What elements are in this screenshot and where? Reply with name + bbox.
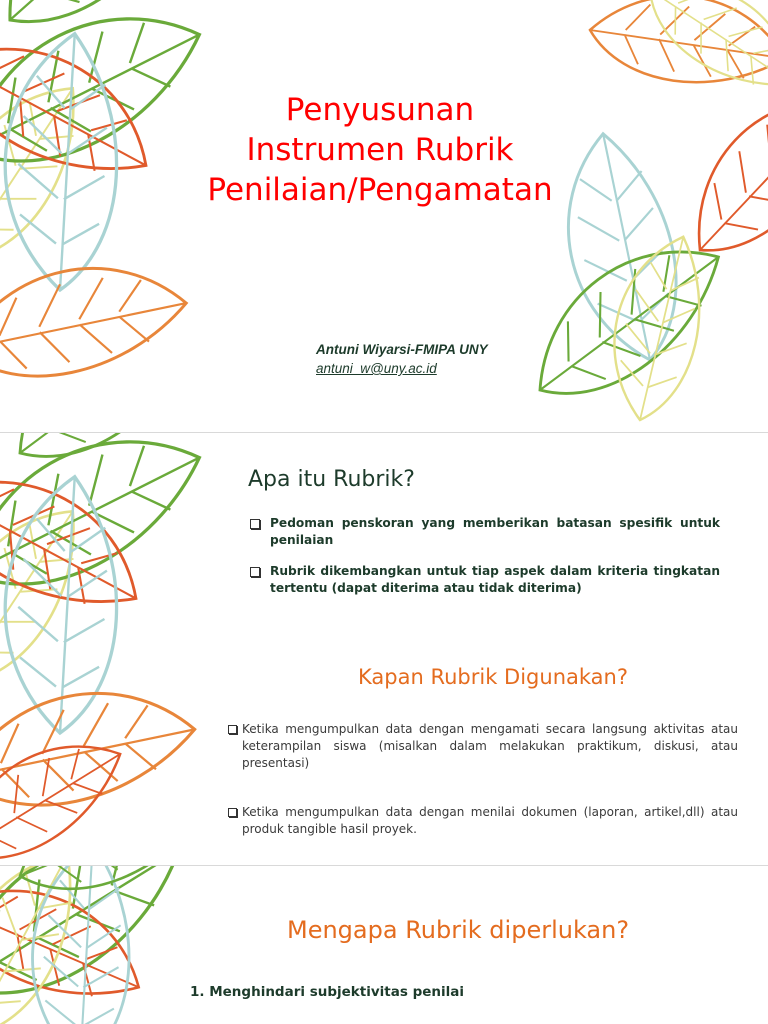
title-line: Penyusunan: [285, 92, 475, 128]
leaf-decoration-left: [0, 866, 768, 1024]
list-item: [248, 563, 720, 597]
author-name: Antuni Wiyarsi-FMIPA UNY: [316, 342, 488, 357]
list-item: [248, 515, 720, 549]
reasons-slide: [0, 866, 768, 1024]
list-item: [228, 804, 738, 838]
section-heading: Mengapa Rubrik diperlukan?: [287, 916, 630, 944]
list-item: [228, 721, 738, 772]
checkbox-square-icon: [228, 725, 237, 734]
section-heading: Apa itu Rubrik?: [248, 467, 415, 492]
checkbox-square-icon: [250, 567, 260, 577]
usage-list: [228, 721, 738, 838]
list-item-text: Pedoman penskoran yang memberikan batasan spesifik untuk penilaian: [270, 516, 720, 547]
list-item-text: Rubrik dikembangkan untuk tiap aspek dalam kriteria tingkatan tertentu (dapat diterima atau tidak diterima): [270, 564, 720, 595]
title-line: Instrumen Rubrik: [246, 132, 514, 168]
list-item-text: Ketika mengumpulkan data dengan mengamati secara langsung aktivitas atau keterampilan siswa (misalkan dalam melakukan praktikum, diskusi, atau presentasi): [242, 722, 738, 770]
list-item-text: Ketika mengumpulkan data dengan menilai dokumen (laporan, artikel,dll) atau produk tangible hasil proyek.: [242, 805, 738, 836]
section-heading: Kapan Rubrik Digunakan?: [358, 665, 628, 689]
checkbox-square-icon: [228, 808, 237, 817]
definition-list: [248, 515, 720, 611]
presentation-title: [170, 90, 590, 210]
definition-slide: [0, 433, 768, 865]
title-slide: [0, 0, 768, 432]
checkbox-square-icon: [250, 519, 260, 529]
numbered-item: 1. Menghindari subjektivitas penilai: [190, 984, 464, 1000]
author-email-link[interactable]: antuni_w@uny.ac.id: [316, 361, 437, 376]
title-line: Penilaian/Pengamatan: [207, 172, 553, 208]
